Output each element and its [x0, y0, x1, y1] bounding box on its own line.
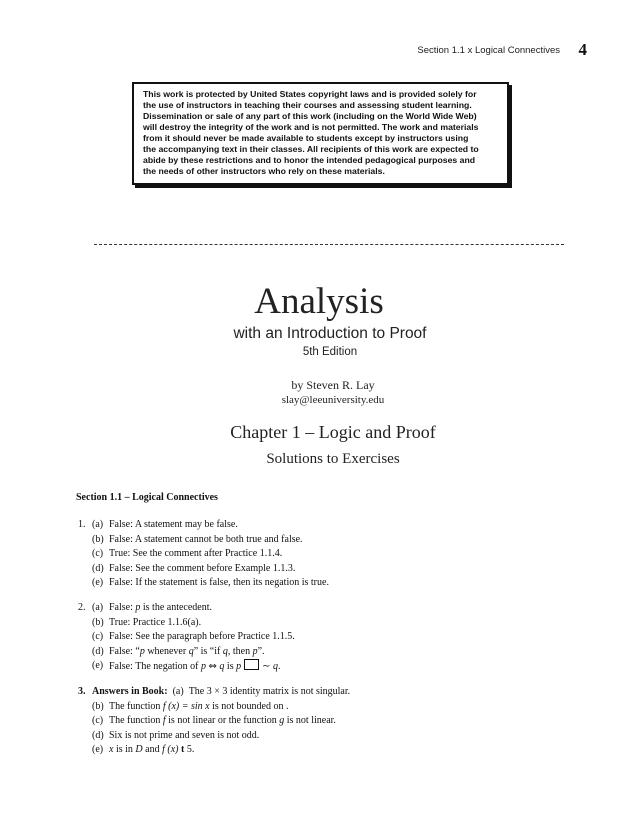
part-label: (c) [92, 631, 104, 643]
biconditional-symbol: ⇔ [208, 661, 217, 673]
part-text [109, 700, 289, 715]
running-title: Section 1.1 x Logical Connectives [417, 45, 560, 56]
exercise-part [78, 743, 578, 758]
exercise-part [78, 659, 578, 675]
part-label: (a) [92, 519, 104, 530]
notice-line: This work is protected by United States copyright laws and is provided solely for [143, 89, 477, 99]
math-var: p [135, 601, 141, 613]
exercise-number: 2. [78, 601, 86, 613]
relation-symbol: t [180, 744, 185, 756]
exercise-part [78, 576, 578, 591]
page-number: 4 [578, 40, 587, 59]
exercise-part [78, 714, 578, 729]
part-label: (b) [92, 533, 104, 545]
divider [94, 244, 564, 245]
exercise-number: 1. [78, 519, 86, 530]
math-var: p [201, 661, 207, 673]
exercise-3 [78, 685, 578, 758]
text-run: False: The negation of [109, 661, 202, 673]
author-email: slay@leeuniversity.edu [281, 394, 385, 406]
text-run: The function [109, 715, 163, 727]
part-label: (e) [92, 660, 104, 672]
text-run: , then [227, 645, 253, 657]
math-var: g [279, 715, 285, 727]
answers-in-book-label: Answers in Book: [92, 685, 168, 697]
missing-symbol-box [244, 659, 259, 670]
text-run: False: “ [109, 645, 140, 657]
book-title: Analysis [254, 281, 384, 322]
exercise-part [78, 630, 578, 645]
exercise-part [78, 562, 578, 577]
math-expr: f (x) [162, 744, 179, 756]
part-text [109, 645, 265, 660]
part-text: False: A statement cannot be both true and false. [109, 533, 303, 545]
part-text: True: See the comment after Practice 1.1.4. [109, 548, 283, 560]
author: by Steven R. Lay [291, 378, 375, 392]
solutions-title: Solutions to Exercises [266, 451, 400, 467]
exercise-part [78, 616, 578, 631]
text-run: ” is “if [193, 645, 223, 657]
book-subtitle: with an Introduction to Proof [233, 325, 427, 342]
part-text [109, 714, 336, 729]
notice-line: will destroy the integrity of the work and is not permitted. The work and materials [143, 122, 479, 132]
part-label: (a) [172, 685, 184, 697]
notice-line: abide by these restrictions and to honor the intended pedagogical purposes and [143, 155, 476, 165]
math-expr: f (x) = sin x [162, 700, 210, 712]
exercise-part [78, 729, 578, 744]
notice-line: the accompanying text in their classes. All recipients of this work are expected to [143, 144, 479, 154]
text-run: is [224, 661, 237, 673]
part-text: Six is not prime and seven is not odd. [109, 729, 260, 741]
exercise-part [78, 533, 578, 548]
text-run: is the antecedent. [140, 601, 213, 613]
text-run: whenever [144, 645, 189, 657]
part-text [109, 743, 194, 758]
math-var: q [219, 661, 225, 673]
notice-line: from it should never be made available to students except by instructors using [143, 133, 469, 143]
text-run: ”. [257, 645, 265, 657]
part-label: (e) [92, 577, 104, 589]
part-label: (d) [92, 729, 104, 741]
part-text: True: Practice 1.1.6(a). [109, 616, 202, 628]
math-var: q [188, 645, 194, 657]
text-run: is not linear. [284, 715, 336, 727]
exercise-part [78, 518, 578, 533]
exercise-list [78, 518, 578, 768]
math-var: p [236, 661, 242, 673]
exercise-part [78, 645, 578, 660]
exercise-2 [78, 601, 578, 675]
exercise-part [78, 700, 578, 715]
part-label: (a) [92, 601, 104, 613]
math-var: f [162, 715, 166, 727]
text-run: is in [113, 744, 136, 756]
part-label: (c) [92, 548, 104, 560]
negation-symbol: ∼ [262, 661, 271, 673]
notice-line: the use of instructors in teaching their courses and assessing student learning. [143, 100, 472, 110]
text-run: is not bounded on . [209, 700, 289, 712]
part-label: (b) [92, 700, 104, 712]
part-text: The 3 × 3 identity matrix is not singular. [188, 685, 351, 697]
math-var: D [135, 744, 143, 756]
part-label: (d) [92, 562, 104, 574]
exercise-part [78, 601, 578, 616]
text-run: 5. [184, 744, 195, 756]
section-heading: Section 1.1 – Logical Connectives [76, 492, 218, 503]
math-var: p [139, 645, 145, 657]
text-run: The function [109, 700, 163, 712]
part-text [109, 659, 280, 675]
part-label: (e) [92, 744, 104, 756]
notice-line: the needs of other instructors who rely on these materials. [143, 166, 385, 176]
part-text: False: See the paragraph before Practice 1.1.5. [109, 631, 295, 643]
math-var: p [252, 645, 258, 657]
part-label: (c) [92, 715, 104, 727]
chapter-title: Chapter 1 – Logic and Proof [230, 422, 436, 442]
part-label: (d) [92, 645, 104, 657]
exercise-part [78, 685, 578, 700]
text-run: False: [109, 601, 136, 613]
text-run: and [142, 744, 163, 756]
part-text: False: If the statement is false, then its negation is true. [109, 577, 329, 589]
part-text: False: See the comment before Example 1.1.3. [109, 562, 296, 574]
notice-line: Dissemination or sale of any part of this work (including on the World Wide Web) [143, 111, 477, 121]
part-text: False: A statement may be false. [109, 519, 238, 530]
exercise-1 [78, 518, 578, 591]
text-run: is not linear or the function [165, 715, 280, 727]
copyright-notice [132, 82, 509, 185]
exercise-part [78, 547, 578, 562]
math-var: x [109, 744, 114, 756]
book-edition: 5th Edition [302, 346, 358, 358]
part-label: (b) [92, 616, 104, 628]
exercise-number: 3. [78, 685, 86, 697]
text-run: . [277, 661, 281, 673]
math-var: q [222, 645, 228, 657]
part-text [109, 601, 212, 616]
math-var: q [272, 661, 278, 673]
